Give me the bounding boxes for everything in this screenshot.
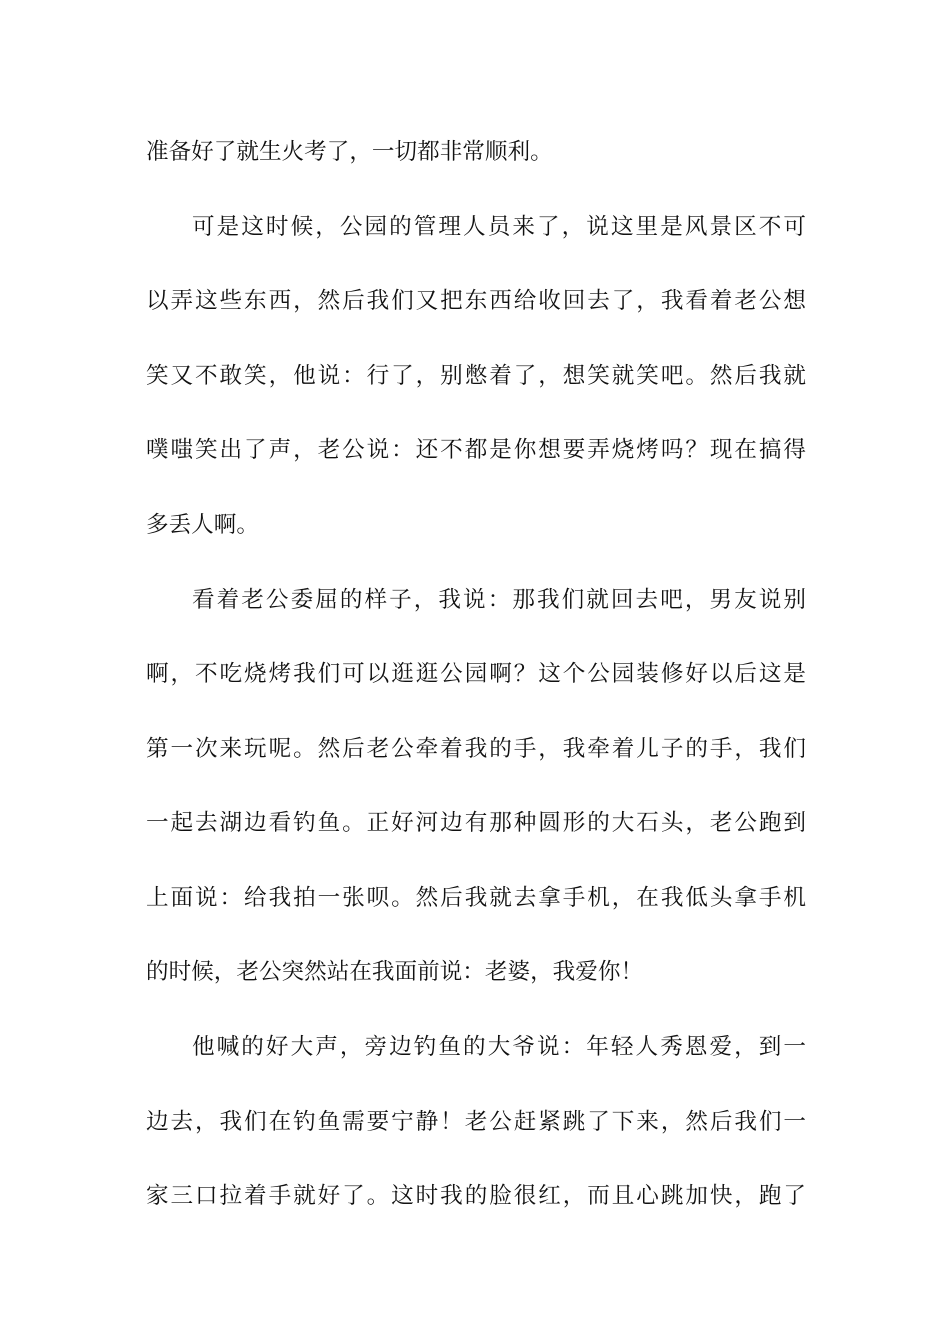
text-line: 一起去湖边看钓鱼。正好河边有那种圆形的大石头，老公跑到 (146, 810, 806, 836)
text-line: 笑又不敢笑，他说：行了，别憋着了，想笑就笑吧。然后我就 (146, 363, 806, 389)
text-line: 的时候，老公突然站在我面前说：老婆，我爱你！ (146, 959, 644, 985)
text-line: 边去，我们在钓鱼需要宁静！老公赶紧跳了下来，然后我们一 (146, 1109, 806, 1135)
text-line: 啊，不吃烧烤我们可以逛逛公园啊？这个公园装修好以后这是 (146, 661, 806, 687)
text-line: 噗嗤笑出了声，老公说：还不都是你想要弄烧烤吗？现在搞得 (146, 437, 806, 463)
text-line: 以弄这些东西，然后我们又把东西给收回去了，我看着老公想 (146, 288, 806, 314)
paragraph-first-line: 看着老公委屈的样子，我说：那我们就回去吧，男友说别 (192, 587, 806, 613)
text-line: 多丢人啊。 (146, 512, 259, 538)
text-line: 家三口拉着手就好了。这时我的脸很红，而且心跳加快，跑了 (146, 1183, 806, 1209)
text-line: 上面说：给我拍一张呗。然后我就去拿手机，在我低头拿手机 (146, 885, 806, 911)
text-line: 准备好了就生火考了，一切都非常顺利。 (146, 139, 553, 165)
paragraph-first-line: 可是这时候，公园的管理人员来了，说这里是风景区不可 (192, 214, 806, 240)
paragraph-first-line: 他喊的好大声，旁边钓鱼的大爷说：年轻人秀恩爱，到一 (192, 1034, 806, 1060)
text-line: 第一次来玩呢。然后老公牵着我的手，我牵着儿子的手，我们 (146, 736, 806, 762)
